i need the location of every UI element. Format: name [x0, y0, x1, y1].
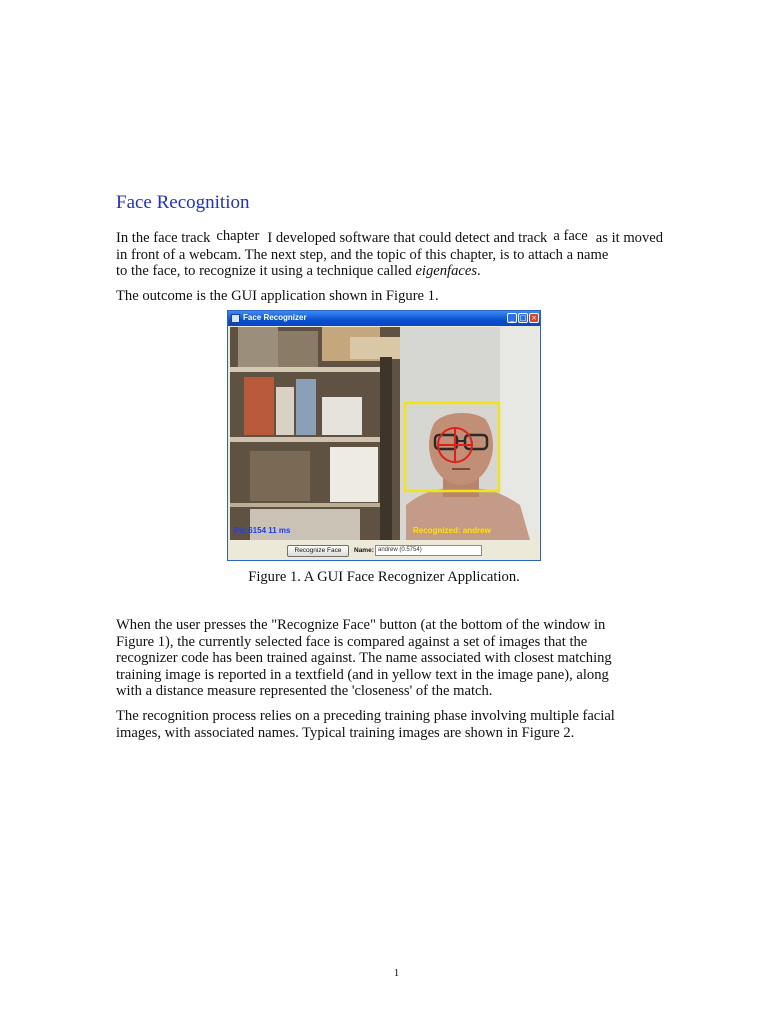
minimize-icon[interactable]: _ [507, 313, 517, 323]
window-title: Face Recognizer [243, 313, 307, 322]
maximize-icon[interactable]: □ [519, 314, 527, 322]
recognized-name-overlay: Recognized: andrew [413, 526, 491, 535]
outcome-paragraph: The outcome is the GUI application shown in Figure 1. [116, 288, 439, 304]
paragraph-line: images, with associated names. Typical training images are shown in Figure 2. [116, 724, 575, 741]
intro-line-2: in front of a webcam. The next step, and the topic of this chapter, is to attach a name [116, 246, 609, 263]
intro-paragraph [116, 230, 716, 280]
paragraph-line: training image is reported in a textfield (and in yellow text in the image pane), along [116, 666, 609, 683]
java-app-icon [231, 314, 240, 323]
intro-line-3-end: . [477, 263, 481, 280]
intro-line-3-text: to the face, to recognize it using a technique called [116, 263, 416, 280]
webcam-image-pane[interactable] [230, 327, 539, 540]
recognize-face-button[interactable]: Recognize Face [287, 545, 349, 557]
window-titlebar[interactable] [228, 311, 540, 326]
close-icon[interactable]: × [529, 313, 539, 323]
training-paragraph [116, 708, 716, 741]
paragraph-line: recognizer code has been trained against. The name associated with closest matching [116, 650, 612, 667]
term-eigenfaces: eigenfaces [415, 263, 478, 280]
paragraph-line: Figure 1), the currently selected face is compared against a set of images that the [116, 633, 588, 650]
intro-text-2: I developed software that could detect and track [267, 230, 548, 246]
intro-line-1 [116, 230, 716, 247]
intro-text-1: In the face track [116, 230, 211, 246]
intro-word-face: a face [553, 228, 588, 244]
intro-text-3: as it moved [595, 230, 664, 246]
intro-word-chapter: chapter [216, 228, 260, 244]
name-textfield[interactable]: andrew (0.5754) [375, 545, 482, 556]
webcam-frame [230, 327, 539, 540]
control-panel [230, 541, 539, 560]
intro-line-3 [116, 263, 716, 280]
figure-caption: Figure 1. A GUI Face Recognizer Application. [248, 569, 520, 585]
frame-counter-text: Pic 6154 11 ms [234, 526, 291, 535]
page-number: 1 [393, 967, 400, 979]
paragraph-line: The recognition process relies on a preceding training phase involving multiple facial [116, 708, 615, 724]
paragraph-line: When the user presses the "Recognize Face" button (at the bottom of the window in [116, 617, 606, 633]
recognize-paragraph [116, 617, 716, 700]
face-recognizer-window [227, 310, 541, 561]
section-heading: Face Recognition [116, 192, 250, 213]
paragraph-line: with a distance measure represented the 'closeness' of the match. [116, 683, 493, 700]
face-crosshair [437, 427, 473, 463]
name-label: Name: [354, 547, 374, 554]
